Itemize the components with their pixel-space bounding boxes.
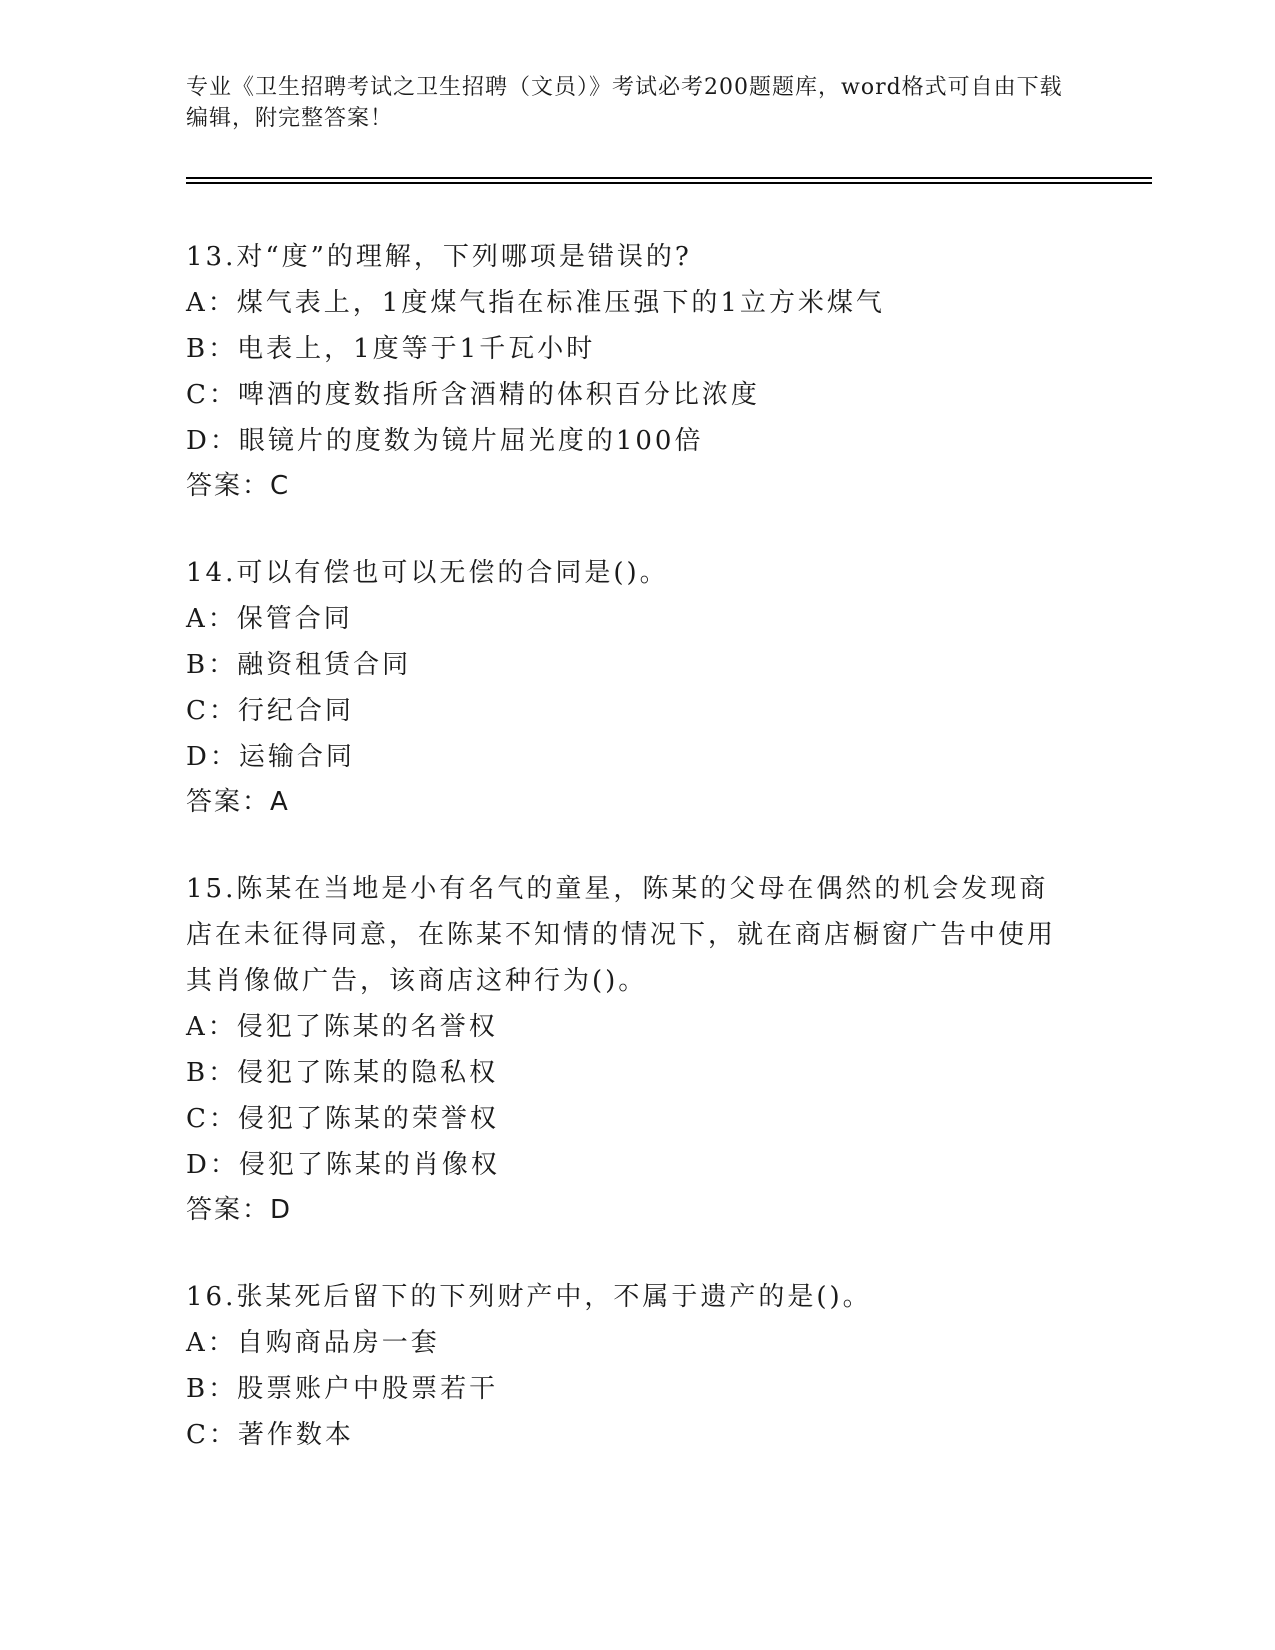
- option-a: A：自购商品房一套: [186, 1328, 440, 1358]
- question-15: [186, 866, 1086, 1232]
- document-header: 专业《卫生招聘考试之卫生招聘（文员）》考试必考200题题库，word格式可自由下载编辑，附完整答案！: [186, 75, 1063, 131]
- header-divider-bottom: [186, 182, 1152, 184]
- answer-line: 答案：C: [186, 471, 291, 501]
- option-a: A：煤气表上，1度煤气指在标准压强下的1立方米煤气: [186, 288, 885, 318]
- answer-line: 答案：D: [186, 1195, 293, 1225]
- question-13: [186, 234, 1086, 508]
- option-c: C：侵犯了陈某的荣誉权: [186, 1104, 499, 1134]
- answer-line: 答案：A: [186, 787, 290, 817]
- option-b: B：融资租赁合同: [186, 650, 412, 680]
- question-stem: 13.对“度”的理解，下列哪项是错误的?: [186, 242, 692, 272]
- question-16: [186, 1274, 1086, 1458]
- option-d: D：侵犯了陈某的肖像权: [186, 1150, 500, 1180]
- option-c: C：行纪合同: [186, 696, 354, 726]
- option-a: A：保管合同: [186, 604, 353, 634]
- option-a: A：侵犯了陈某的名誉权: [186, 1012, 498, 1042]
- header-divider-top: [186, 177, 1152, 179]
- option-c: C：啤酒的度数指所含酒精的体积百分比浓度: [186, 380, 760, 410]
- option-b: B：电表上，1度等于1千瓦小时: [186, 334, 596, 364]
- question-stem: 14.可以有偿也可以无偿的合同是()。: [186, 558, 669, 588]
- option-d: D：运输合同: [186, 742, 355, 772]
- question-stem: 15.陈某在当地是小有名气的童星，陈某的父母在偶然的机会发现商店在未征得同意，在陈某不知情的情况下，就在商店橱窗广告中使用其肖像做广告，该商店这种行为()。: [186, 874, 1057, 996]
- option-c: C：著作数本: [186, 1420, 354, 1450]
- question-stem: 16.张某死后留下的下列财产中，不属于遗产的是()。: [186, 1282, 872, 1312]
- option-d: D：眼镜片的度数为镜片屈光度的100倍: [186, 426, 704, 456]
- question-list: [186, 234, 1086, 1500]
- option-b: B：侵犯了陈某的隐私权: [186, 1058, 499, 1088]
- question-14: [186, 550, 1086, 824]
- option-b: B：股票账户中股票若干: [186, 1374, 499, 1404]
